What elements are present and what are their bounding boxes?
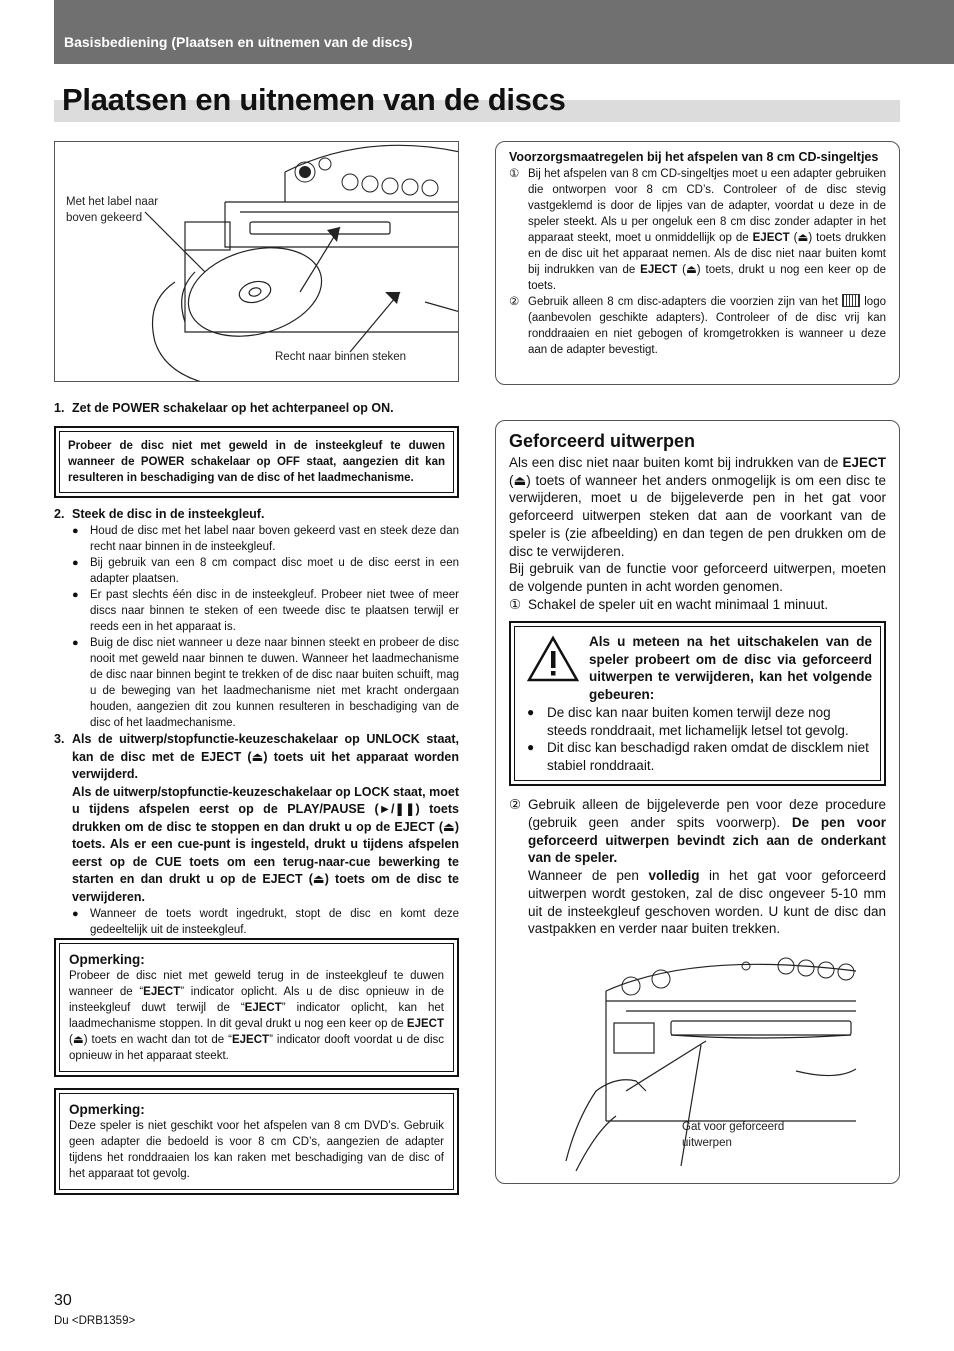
note-eject-text: Probeer de disc niet met geweld terug in de insteekgleuf te duwen wanneer de “EJECT” indicator oplicht. Als u de disc opnieuw in de insteekgleuf duwt terwijl de “EJECT” indicator oplicht, kan het laadmechanisme stoppen. In dit geval drukt u nog een keer op de EJECT (⏏) toets en wacht dan tot de “EJECT” indicator dooft voordat u de disc opnieuw in het apparaat steekt. (69, 970, 445, 1062)
forced-eject-box (495, 420, 900, 1184)
forced-eject-intro: Als een disc niet naar buiten komt bij indrukken van de EJECT (⏏) toets of wanneer het anders onmogelijk is om een disc te verwijderen, moet u de bijgeleverde pen in het gat voor geforceerd uitwerpen steken dat aan de voorkant van de speler is (zie afbeelding) en dan tegen de pen drukken om de disc te verwijderen. (509, 455, 886, 559)
left-column (54, 400, 459, 938)
forced-eject-title: Geforceerd uitwerpen (509, 431, 696, 451)
page-number: 30 (54, 1292, 72, 1309)
step-3 (54, 731, 459, 906)
section-header-bar (54, 0, 954, 64)
step-2-bullets (72, 523, 459, 731)
precautions-list (509, 166, 886, 358)
document-code: Du <DRB1359> (54, 1315, 136, 1327)
step-3-text-unlock: Als de uitwerp/stopfunctie-keuzeschakelaar op UNLOCK staat, kan de disc met de EJECT (⏏) toets uit het apparaat worden verwijderd. (72, 732, 459, 781)
note-dvd-text: Deze speler is niet geschikt voor het afspelen van 8 cm DVD’s. Gebruik geen adapter die bedoeld is voor 8 cm CD’s, aangezien de adapter tijdens het ronddraaien los kan raken met beschadiging van de disc of het apparaat tot gevolg. (69, 1120, 444, 1180)
power-warning-box (54, 426, 459, 498)
forced-eject-points: Bij gebruik van de functie voor geforceerd uitwerpen, moeten de volgende punten in acht worden genomen. (509, 561, 886, 594)
eject-hole-label: Gat voor geforceerd uitwerpen (682, 1121, 785, 1149)
forced-eject-item-2: ② Gebruik alleen de bijgeleverde pen voor deze procedure (gebruik geen ander spits voorwerp). De pen voor geforceerd uitwerpen bevindt zich aan de onderkant van de speler. Wanneer de pen volledig in het gat voor geforceerd uitwerpen wordt gestoken, zal de disc ongeveer 5-10 mm uit de insteekgleuf geschoven worden. U kunt de disc dan vastpakken en verder naar buiten trekken. (509, 797, 886, 937)
warning-triangle-icon (527, 635, 579, 683)
note-title: Opmerking: (69, 952, 145, 967)
list-item: ● Bij gebruik van een 8 cm compact disc moet u de disc eerst in een adapter plaatsen. (72, 555, 459, 587)
forced-eject-figure (496, 941, 899, 1181)
note-eject-box (54, 938, 459, 1077)
disc-insert-figure (54, 141, 459, 382)
label-top-text: Met het label naar boven gekeerd (66, 196, 159, 224)
label-insert-text: Recht naar binnen steken (275, 351, 407, 363)
list-item: ● Houd de disc met het label naar boven gekeerd vast en steek deze dan recht naar binnen in de insteekgleuf. (72, 523, 459, 555)
list-item: ● De disc kan naar buiten komen terwijl deze nog steeds ronddraait, met lichamelijk letsel tot gevolg. (523, 704, 872, 739)
precautions-box (495, 141, 900, 385)
section-header-text: Basisbediening (Plaatsen en uitnemen van de discs) (64, 34, 413, 50)
power-warning-text: Probeer de disc niet met geweld in de insteekgleuf te duwen wanneer de POWER schakelaar op OFF staat, aangezien dit kan resulteren in beschadiging van de disc of het laadmechanisme. (59, 431, 454, 493)
step-2-number: 2. (54, 506, 65, 521)
forced-eject-item-1: ① Schakel de speler uit en wacht minimaal 1 minuut. (509, 596, 829, 612)
list-item: ● Wanneer de toets wordt ingedrukt, stopt de disc en komt deze gedeeltelijk uit de insteekgleuf. (72, 906, 459, 938)
precautions-title: Voorzorgsmaatregelen bij het afspelen van 8 cm CD-singeltjes (509, 150, 879, 164)
step-2 (54, 506, 459, 524)
list-item: ① Bij het afspelen van 8 cm CD-singeltjes moet u een adapter gebruiken die ontworpen voor 8 cm CD’s. Controleer of de disc stevig vastgeklemd is door de lipjes van de adapter, voordat u deze in de speler steekt. Als u per ongeluk een 8 cm disc zonder adapter in het apparaat steekt, moet u onmiddellijk op de EJECT (⏏) toets drukken en de disc uit het apparaat nemen. Als de disc niet naar buiten komt bij indrukken van de EJECT (⏏) toets, drukt u nog een keer op de toets. (509, 167, 886, 292)
list-item: ② Gebruik alleen 8 cm disc-adapters die voorzien zijn van het logo (aanbevolen geschikte adapters). Controleer of de disc vrij kan ronddraaien en niet gebogen of kromgetrokken is wanneer u deze aan de adapter bevestigt. (509, 295, 886, 356)
step-3-text-lock: Als de uitwerp/stopfunctie-keuzeschakelaar op LOCK staat, moet u tijdens afspelen eerst op de PLAY/PAUSE (►/❚❚) toets drukken om de disc te stoppen en dan drukt u op de EJECT (⏏) toets. Als er een cue-punt is ingesteld, drukt u tijdens afspelen eerst op de CUE toets om een terug-naar-cue bewerking te starten en dan drukt u op de EJECT (⏏) toets om de disc te verwijderen. (72, 784, 459, 904)
step-1-text: Zet de POWER schakelaar op het achterpaneel op ON. (72, 401, 394, 415)
caution-bullets (523, 704, 872, 774)
disc-insert-illustration (55, 142, 459, 382)
step-3-number: 3. (54, 732, 65, 746)
step-2-text: Steek de disc in de insteekgleuf. (72, 506, 265, 521)
page-title: Plaatsen en uitnemen van de discs (62, 82, 566, 117)
step-1 (54, 400, 459, 418)
compact-disc-logo-icon (842, 294, 860, 307)
list-item: ● Er past slechts één disc in de insteekgleuf. Probeer niet twee of meer discs naar binnen te steken of een tweede disc te plaatsen terwijl er reeds een in het apparaat is. (72, 587, 459, 635)
caution-box (509, 621, 886, 786)
list-item: ● Buig de disc niet wanneer u deze naar binnen steekt en probeer de disc nooit met geweld naar binnen te duwen. Wanneer het laadmechanisme de disc naar binnen begint te trekken of de disc naar buiten schuift, mag u de beweging van het laadmechanisme niet met kracht ondergaan houden, aangezien dit zou kunnen resulteren in beschadiging van de disc of het laadmechanisme. (72, 635, 459, 731)
step-1-number: 1. (54, 401, 65, 415)
note-title: Opmerking: (69, 1102, 145, 1117)
list-item: ● Dit disc kan beschadigd raken omdat de discklem niet stabiel ronddraait. (523, 739, 872, 774)
note-dvd-box (54, 1088, 459, 1195)
step-3-bullets (72, 906, 459, 938)
caution-heading: Als u meteen na het uitschakelen van de speler probeert om de disc via geforceerd uitwerpen te verwijderen, kan het volgende gebeuren: (589, 634, 872, 702)
